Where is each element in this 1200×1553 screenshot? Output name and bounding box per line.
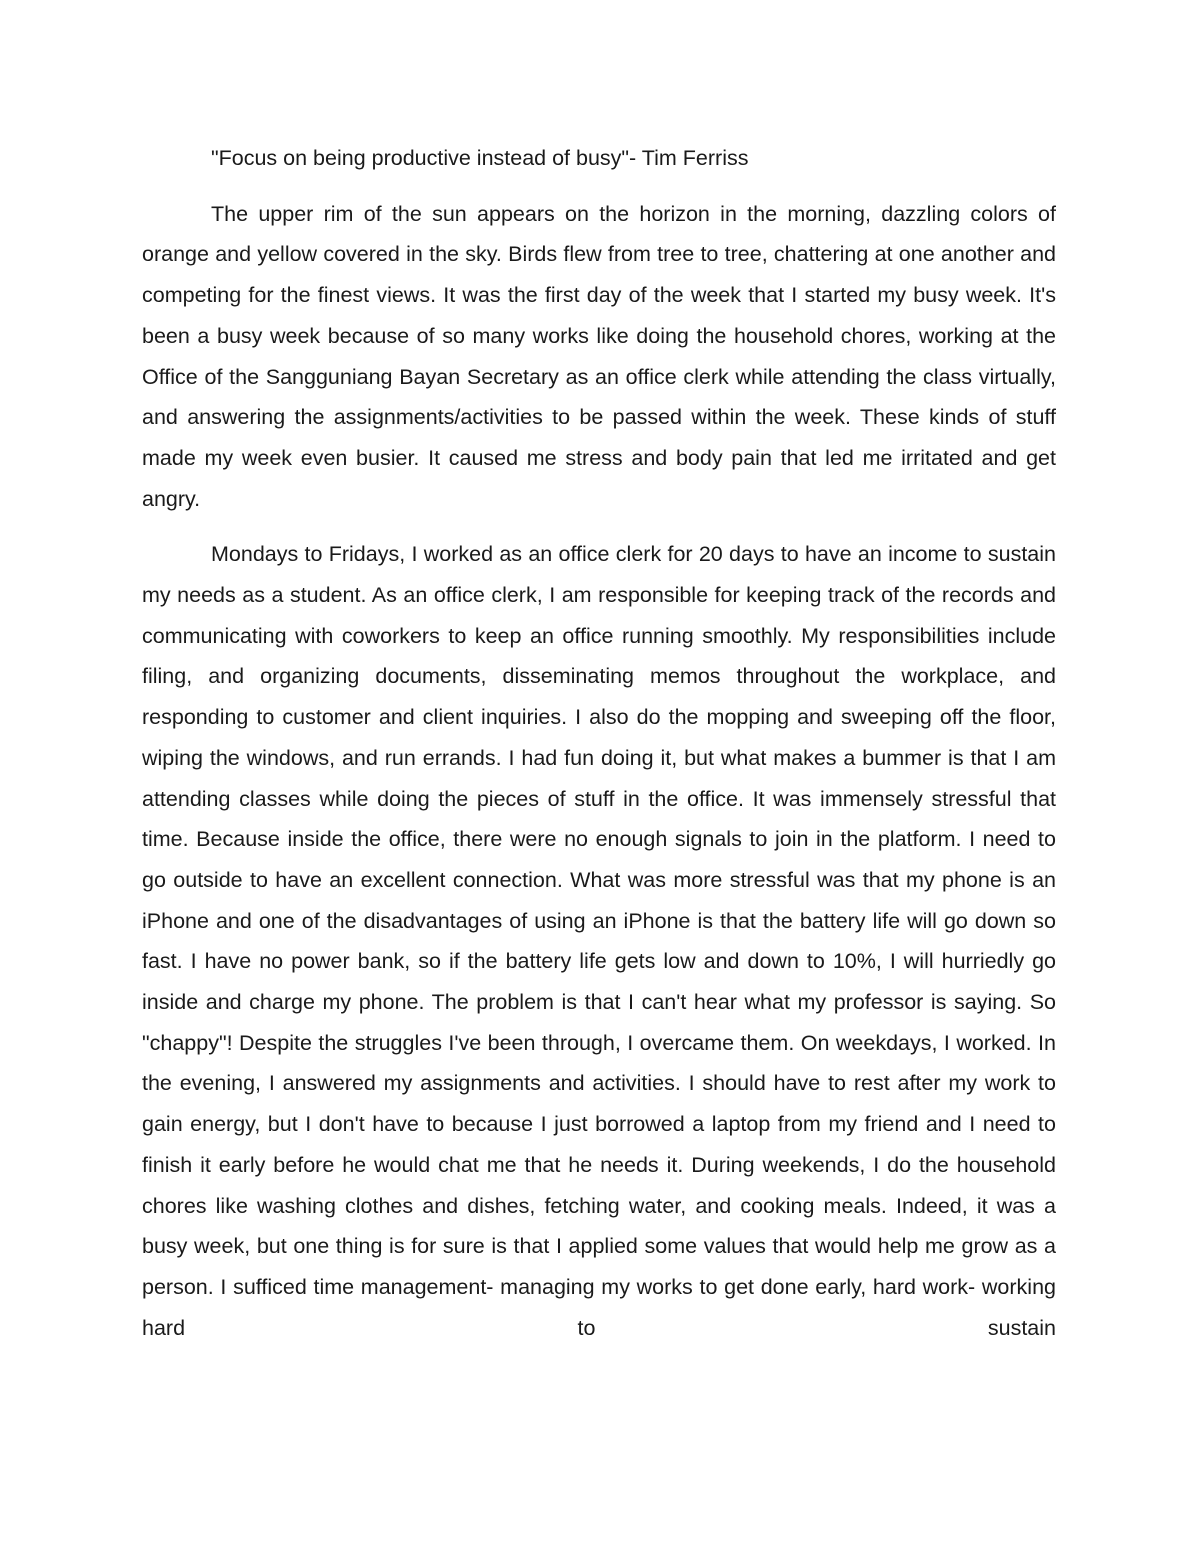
paragraph-office-clerk: Mondays to Fridays, I worked as an office clerk for 20 days to have an income to sustain my needs as a student. As an office clerk, I am responsible for keeping track of the records and communicating with coworkers to keep an office running smoothly. My responsibilities include filing, and organizing documents, disseminating memos throughout the workplace, and responding to customer and client inquiries. I also do the mopping and sweeping off the floor, wiping the windows, and run errands. I had fun doing it, but what makes a bummer is that I am attending classes while doing the pieces of stuff in the office. It was immensely stressful that time. Because inside the office, there were no enough signals to join in the platform. I need to go outside to have an excellent connection. What was more stressful was that my phone is an iPhone and one of the disadvantages of using an iPhone is that the battery life will go down so fast. I have no power bank, so if the battery life gets low and down to 10%, I will hurriedly go inside and charge my phone. The problem is that I can't hear what my professor is saying. So "chappy"! Despite the struggles I've been through, I overcame them. On weekdays, I worked. In the evening, I answered my assignments and activities. I should have to rest after my work to gain energy, but I don't have to because I just borrowed a laptop from my friend and I need to finish it early before he would chat me that he needs it. During weekends, I do the household chores like washing clothes and dishes, fetching water, and cooking meals. Indeed, it was a busy week, but one thing is for sure is that I applied some values that would help me grow as a person. I sufficed time management- managing my works to get done early, hard work- working hard to sustain bbox=[142, 542, 1056, 1340]
paragraph-morning: The upper rim of the sun appears on the horizon in the morning, dazzling colors of orange and yellow covered in the sky. Birds flew from tree to tree, chattering at one another and competing for the finest views. It was the first day of the week that I started my busy week. It's been a busy week because of so many works like doing the household chores, working at the Office of the Sangguniang Bayan Secretary as an office clerk while attending the class virtually, and answering the assignments/activities to be passed within the week. These kinds of stuff made my week even busier. It caused me stress and body pain that led me irritated and get angry. bbox=[142, 201, 1056, 511]
document-body bbox=[142, 138, 1056, 1363]
epigraph-quote: "Focus on being productive instead of busy"- Tim Ferriss bbox=[211, 146, 749, 170]
